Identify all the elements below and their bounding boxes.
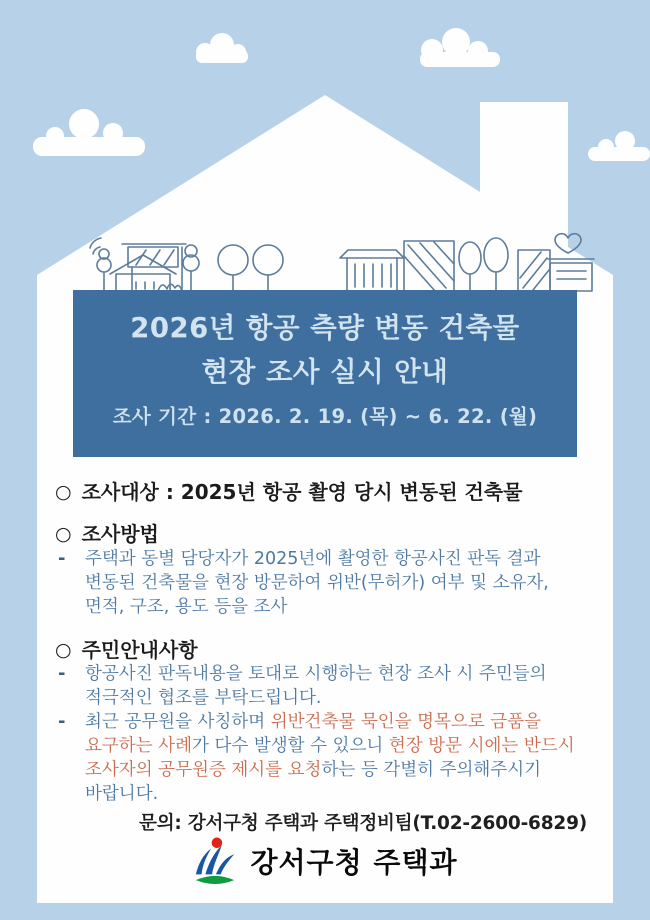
circle-bullet: ○: [55, 481, 72, 503]
circle-bullet: ○: [55, 639, 72, 661]
logo-mountain: [196, 846, 234, 875]
notice-item: [58, 662, 591, 710]
text-segment: 가 다수 발생할 수 있으니: [192, 736, 389, 756]
text-segment: 위반건축물 묵인을 명목으로 금품을 요구하는 사례: [85, 712, 542, 756]
org-signature: [0, 834, 650, 888]
logo-sun: [212, 838, 223, 849]
survey-period: 조사 기간 : 2026. 2. 19. (목) ~ 6. 22. (월): [112, 405, 538, 428]
text-segment: 최근 공무원을 사칭하며: [85, 712, 271, 732]
poster-title-line-1: 2026년 항공 측량 변동 건축물: [130, 312, 520, 344]
method-item: [58, 547, 591, 619]
title-banner: [73, 290, 577, 457]
heading-survey-target: [55, 476, 522, 505]
dash-bullet: -: [58, 548, 66, 569]
method-item-text: [85, 547, 591, 619]
text-segment: 주택과 동별 담당자가 2025년에 촬영한 항공사진 판독 결과 변동된 건축물을 현장 방문하여 위반(무허가) 여부 및 소유자, 면적, 구조, 용도 등을 조사: [85, 549, 549, 617]
text-segment: 하는 등 각별히 주의해주시기 바랍니다.: [85, 760, 542, 804]
circle-bullet: ○: [55, 523, 72, 545]
heading-resident-notice-text: 주민안내사항: [81, 638, 198, 662]
text-segment: 현장 방문 시에는 반드시 조사자의 공무원증 제시를 요청: [85, 736, 575, 780]
contact-line: 문의: 강서구청 주택과 주택정비팀(T.02-2600-6829): [139, 813, 587, 834]
dash-bullet: -: [58, 663, 66, 684]
heading-survey-target-text: 조사대상 : 2025년 항공 촬영 당시 변동된 건축물: [81, 480, 523, 504]
gangseo-gu-logo: [192, 836, 238, 886]
text-segment: 항공사진 판독내용을 토대로 시행하는 현장 조사 시 주민들의 적극적인 협조를 부탁드립니다.: [85, 664, 547, 708]
heading-survey-method-text: 조사방법: [81, 522, 159, 546]
heading-resident-notice: [55, 634, 198, 663]
notice-item-text: [85, 662, 591, 710]
org-name: 강서구청 주택과: [250, 846, 458, 879]
heading-survey-method: [55, 518, 159, 547]
notice-item-text: [85, 710, 591, 806]
poster-title-line-2: 현장 조사 실시 안내: [201, 356, 449, 388]
notice-item: [58, 710, 591, 806]
dash-bullet: -: [58, 711, 66, 732]
logo-hill: [196, 876, 234, 884]
